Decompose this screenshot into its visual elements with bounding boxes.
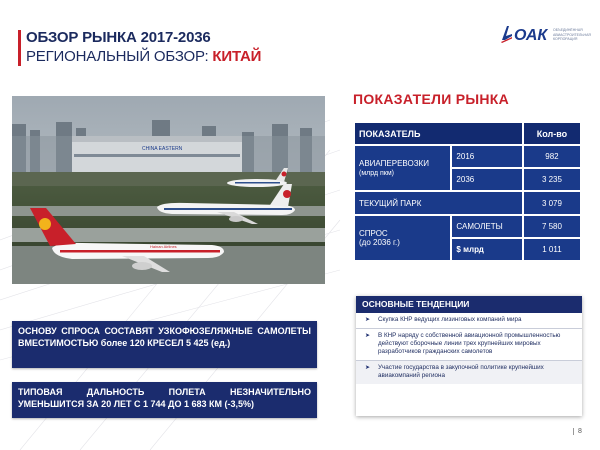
list-item — [356, 329, 582, 361]
subtitle-region: КИТАЙ — [212, 48, 262, 65]
year-2036-cell: 2036 — [452, 169, 522, 190]
arrow-bullet-icon: ➤ — [365, 317, 371, 323]
plane-mark-icon — [500, 24, 514, 44]
table-row — [355, 146, 580, 167]
traffic-label: АВИАПЕРЕВОЗКИ — [359, 159, 429, 168]
market-section-title: ПОКАЗАТЕЛИ РЫНКА — [353, 91, 510, 107]
money-value-cell: 1 011 — [524, 239, 580, 260]
subtitle-prefix: РЕГИОНАЛЬНЫЙ ОБЗОР: — [26, 48, 213, 65]
list-item — [356, 361, 582, 384]
aircraft-label-cell: САМОЛЕТЫ — [452, 216, 522, 237]
header-count: Кол-во — [524, 123, 580, 144]
demand-label-cell — [355, 216, 450, 260]
page-number: 8 — [573, 428, 582, 435]
money-label-cell: $ млрд — [452, 239, 522, 260]
trend-text: Участие государства в закупочной политике крупнейших авиакомпаний региона — [378, 364, 544, 379]
page-title: ОБЗОР РЫНКА 2017-2036 — [26, 29, 211, 46]
traffic-unit: (млрд пкм) — [359, 170, 394, 177]
trends-panel — [356, 296, 582, 416]
title-accent-bar — [18, 30, 21, 66]
header-indicator: ПОКАЗАТЕЛЬ — [355, 123, 522, 144]
traffic-label-cell — [355, 146, 450, 190]
trend-text: В КНР наряду с собственной авиационной промышленностью действуют сборочные линии трех крупнейших мировых разработчиков гражданских самолетов — [378, 332, 561, 355]
airliner-sign: Hainan Airlines — [150, 244, 177, 249]
market-indicators-table — [353, 121, 582, 262]
table-header-row — [355, 123, 580, 144]
logo-name: ОАК — [514, 27, 548, 44]
arrow-bullet-icon: ➤ — [365, 365, 371, 371]
aircraft-value-cell: 7 580 — [524, 216, 580, 237]
flight-range-note: ТИПОВАЯ ДАЛЬНОСТЬ ПОЛЕТА НЕЗНАЧИТЕЛЬНО УМЕНЬШИТСЯ ЗА 20 ЛЕТ С 1 744 ДО 1 683 КМ (-3,5%) — [12, 382, 317, 418]
year-2016-cell: 2016 — [452, 146, 522, 167]
trends-title: ОСНОВНЫЕ ТЕНДЕНЦИИ — [356, 296, 582, 313]
airport-photo — [12, 96, 325, 284]
fleet-label-cell: ТЕКУЩИЙ ПАРК — [355, 192, 522, 214]
demand-period: (до 2036 г.) — [359, 238, 400, 247]
logo-subtitle: ОБЪЕДИНЁННАЯ АВИАСТРОИТЕЛЬНАЯ КОРПОРАЦИЯ — [553, 28, 591, 41]
page-subtitle — [26, 48, 261, 65]
arrow-bullet-icon: ➤ — [365, 333, 371, 339]
list-item — [356, 313, 582, 329]
company-logo — [500, 24, 591, 48]
value-2036-cell: 3 235 — [524, 169, 580, 190]
narrowbody-demand-note: ОСНОВУ СПРОСА СОСТАВЯТ УЗКОФЮЗЕЛЯЖНЫЕ САМОЛЕТЫ ВМЕСТИМОСТЬЮ более 120 КРЕСЕЛ 5 425 (ед.) — [12, 321, 317, 368]
value-2016-cell: 982 — [524, 146, 580, 167]
trend-text: Скупка КНР ведущих лизинговых компаний мира — [378, 316, 522, 323]
terminal-sign: CHINA EASTERN — [142, 146, 183, 152]
table-row — [355, 216, 580, 237]
demand-label: СПРОС — [359, 229, 388, 238]
fleet-value-cell: 3 079 — [524, 192, 580, 214]
table-row — [355, 192, 580, 214]
